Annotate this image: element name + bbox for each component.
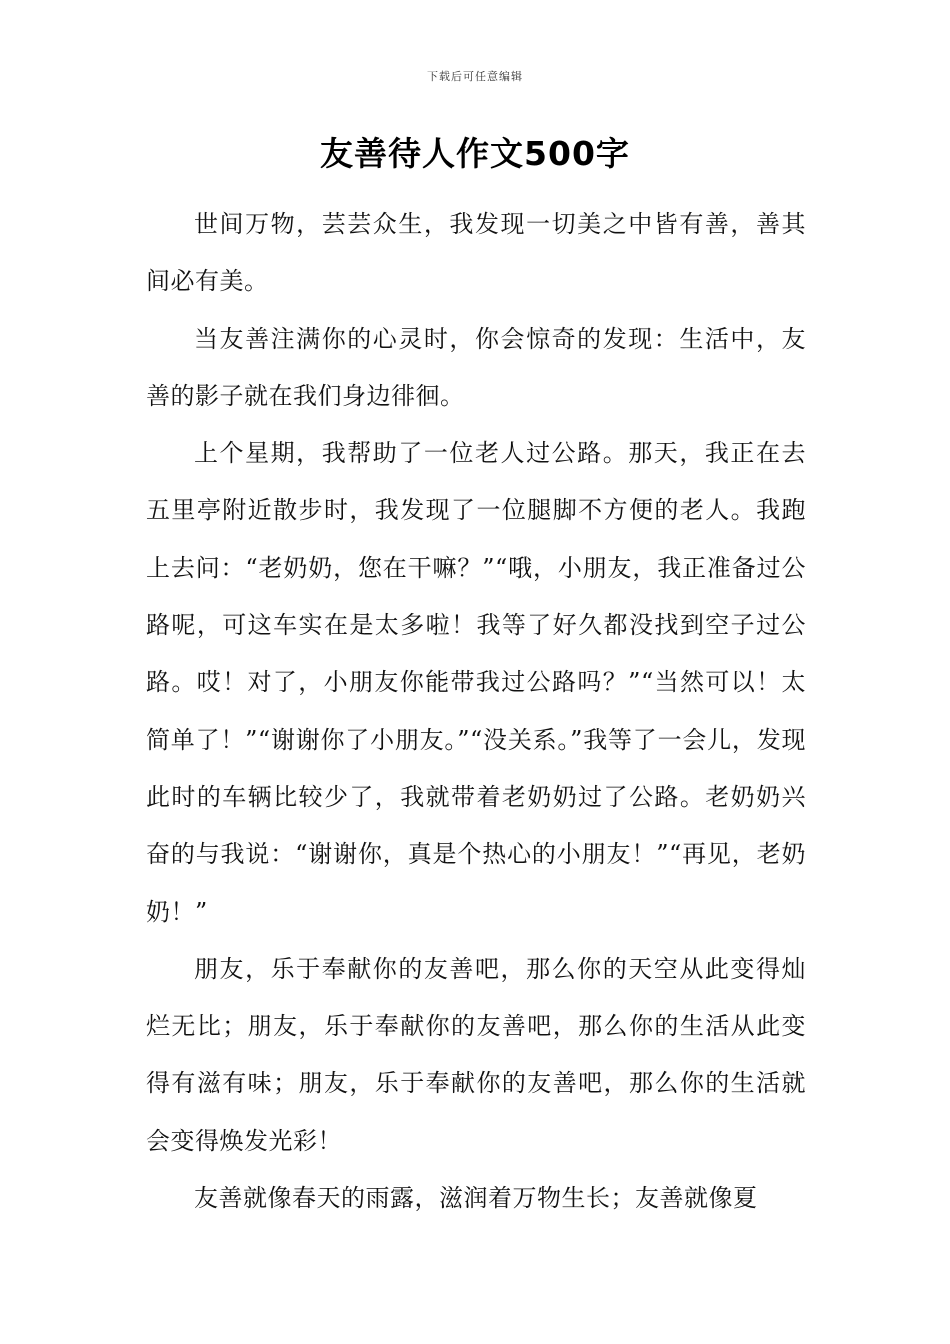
paragraph-1: 世间万物，芸芸众生，我发现一切美之中皆有善，善其间必有美。 [146, 210, 806, 296]
paragraph-5: 友善就像春天的雨露，滋润着万物生长；友善就像夏 [194, 1184, 758, 1213]
header-note: 下载后可任意编辑 [427, 70, 523, 83]
paragraph-2: 当友善注满你的心灵时，你会惊奇的发现：生活中，友善的影子就在我们身边徘徊。 [146, 324, 806, 410]
paragraph-4: 朋友，乐于奉献你的友善吧，那么你的天空从此变得灿烂无比；朋友，乐于奉献你的友善吧，那么你的生活从此变得有滋有味；朋友，乐于奉献你的友善吧，那么你的生活就会变得焕发光彩！ [146, 954, 806, 1155]
document-body [146, 196, 806, 1227]
paragraph-3: 上个星期，我帮助了一位老人过公路。那天，我正在去五里亭附近散步时，我发现了一位腿脚不方便的老人。我跑上去问：“老奶奶，您在干嘛？”“哦，小朋友，我正准备过公路呢，可这车实在是太多啦！我等了好久都没找到空子过公路。哎！对了，小朋友你能带我过公路吗？”“当然可以！太简单了！”“谢谢你了小朋友。”“没关系。”我等了一会儿，发现此时的车辆比较少了，我就带着老奶奶过了公路。老奶奶兴奋的与我说：“谢谢你，真是个热心的小朋友！”“再见，老奶奶！” [146, 439, 806, 926]
document-title: 友善待人作文500字 [320, 134, 630, 173]
